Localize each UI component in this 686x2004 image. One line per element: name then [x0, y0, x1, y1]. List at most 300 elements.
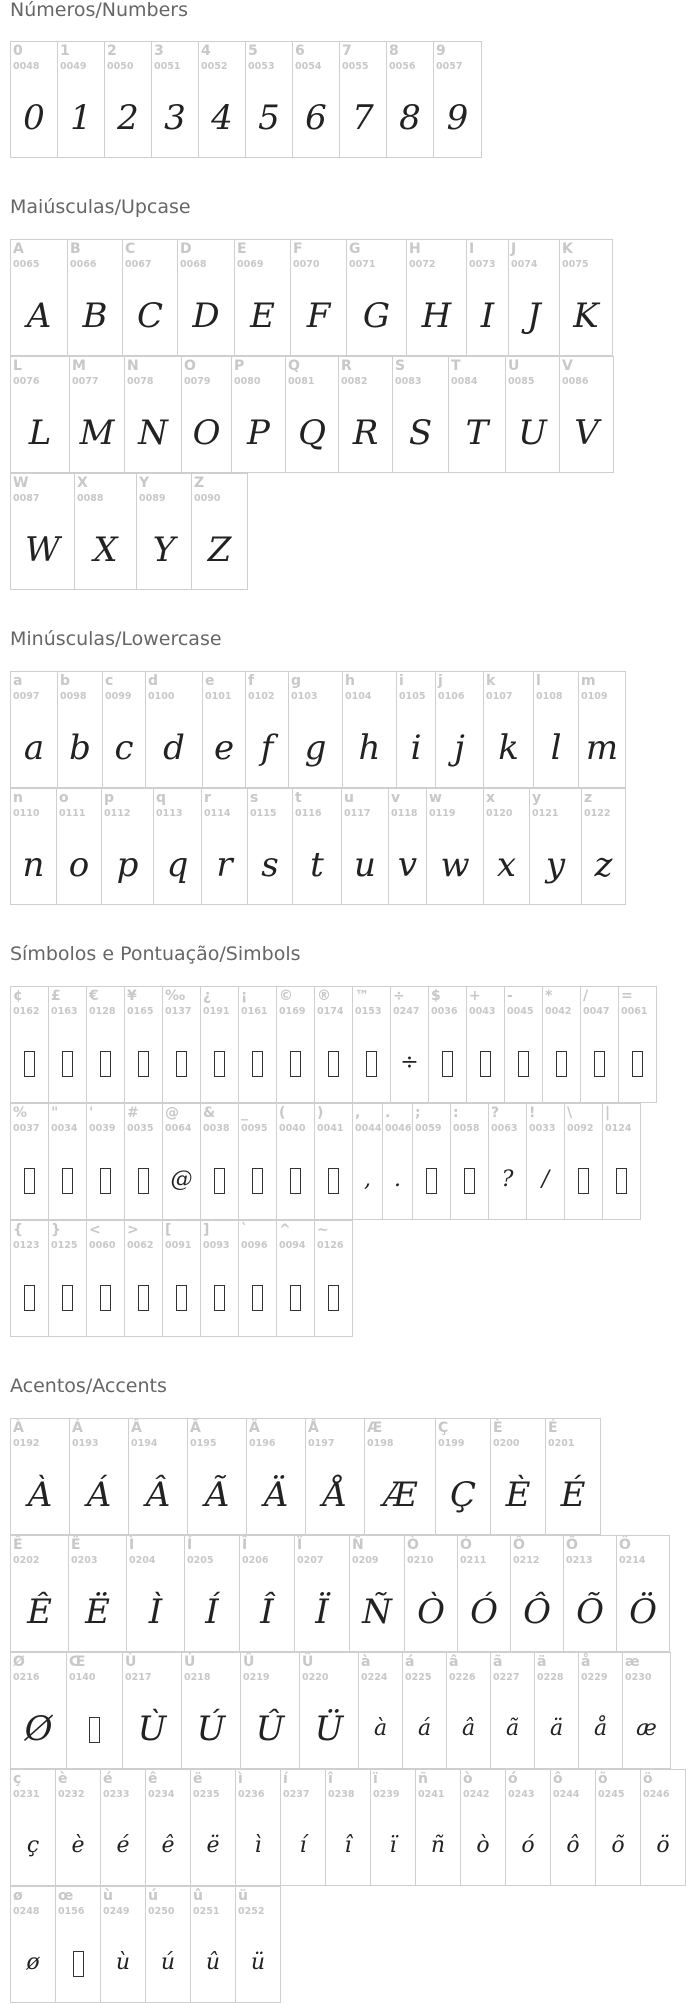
glyph-sample: È: [505, 1475, 531, 1515]
glyph-sample: Û: [255, 1709, 285, 1749]
glyph-cell: [102, 671, 146, 788]
glyph-cell: [162, 986, 201, 1103]
glyph-character: o: [59, 790, 69, 806]
glyph-character: j: [438, 673, 443, 689]
glyph-character: s: [250, 790, 259, 806]
glyph-character: -: [507, 988, 513, 1004]
glyph-cell: [55, 1886, 101, 2003]
glyph-cell: [101, 788, 154, 905]
glyph-cell: [48, 1103, 87, 1220]
glyph-character: !: [529, 1105, 536, 1121]
glyph-code: 0169: [279, 1006, 306, 1017]
glyph-cell: [292, 788, 342, 905]
glyph-code: 0117: [344, 808, 371, 819]
glyph-cell: [435, 671, 484, 788]
glyph-sample: 2: [117, 98, 139, 138]
glyph-cell: [338, 356, 393, 473]
glyph-cell: [483, 671, 534, 788]
glyph-cell: [128, 1418, 188, 1535]
glyph-cell: [559, 239, 613, 356]
glyph-code: 0097: [13, 691, 40, 702]
glyph-cell: [382, 1103, 413, 1220]
glyph-code: 0073: [469, 259, 496, 270]
glyph-sample: Î: [260, 1592, 274, 1632]
glyph-code: 0044: [355, 1123, 382, 1134]
glyph-cell: [145, 1769, 191, 1886]
glyph-cell: [402, 1652, 447, 1769]
glyph-character: ¥: [127, 988, 137, 1004]
glyph-sample: x: [496, 845, 517, 885]
glyph-code: 0237: [283, 1789, 310, 1800]
glyph-cell: [581, 788, 626, 905]
glyph-character: ë: [193, 1771, 203, 1787]
glyph-cell: [352, 1103, 383, 1220]
glyph-cell: [162, 1103, 201, 1220]
glyph-cell: [550, 1769, 596, 1886]
glyph-character: B: [70, 241, 81, 257]
glyph-character: œ: [58, 1888, 74, 1904]
glyph-cell: [67, 239, 123, 356]
glyph-sample: G: [362, 296, 391, 336]
glyph-cell: [559, 356, 614, 473]
glyph-code: 0204: [129, 1555, 156, 1566]
glyph-code: 0123: [13, 1240, 40, 1251]
glyph-character: ç: [13, 1771, 22, 1787]
glyph-sample: b: [69, 728, 91, 768]
glyph-cell: [490, 1652, 535, 1769]
glyph-character: I: [469, 241, 475, 257]
glyph-character: K: [562, 241, 573, 257]
glyph-sample: F: [306, 296, 331, 336]
glyph-sample: h: [358, 728, 381, 768]
glyph-character: ì: [238, 1771, 243, 1787]
glyph-cell: [595, 1769, 641, 1886]
glyph-code: 0035: [127, 1123, 154, 1134]
glyph-sample: I: [480, 296, 495, 336]
glyph-cell: [239, 1535, 295, 1652]
glyph-character: î: [328, 1771, 333, 1787]
glyph-code: 0229: [581, 1672, 608, 1683]
glyph-sample: C: [136, 296, 163, 336]
glyph-sample: s: [261, 845, 279, 885]
glyph-sample: Ì: [148, 1592, 163, 1632]
glyph-code: 0162: [13, 1006, 40, 1017]
glyph-cell: [86, 986, 125, 1103]
glyph-code: 0192: [13, 1438, 40, 1449]
glyph-cell: [238, 1220, 277, 1337]
glyph-code: 0040: [279, 1123, 306, 1134]
glyph-code: 0065: [13, 259, 40, 270]
glyph-character: b: [60, 673, 71, 689]
glyph-sample: 0: [23, 98, 45, 138]
glyph-code: 0072: [409, 259, 436, 270]
glyph-cell: [314, 1220, 353, 1337]
glyph-cell: [126, 1535, 185, 1652]
glyph-sample: k: [498, 728, 519, 768]
glyph-character: [: [165, 1222, 172, 1238]
glyph-code: 0191: [203, 1006, 230, 1017]
glyph-character: >: [127, 1222, 139, 1238]
glyph-character: &: [203, 1105, 216, 1121]
glyph-code: 0212: [513, 1555, 540, 1566]
glyph-sample: Æ: [382, 1475, 418, 1515]
glyph-cell: [534, 1652, 579, 1769]
glyph-code: 0103: [291, 691, 318, 702]
glyph-sample: Ú: [196, 1709, 226, 1749]
glyph-sample: M: [79, 413, 115, 453]
section-title-symbols: Símbolos e Pontuação/Simbols: [10, 943, 301, 965]
glyph-character: ó: [508, 1771, 518, 1787]
glyph-cell: [191, 473, 248, 590]
glyph-cell: [580, 986, 619, 1103]
glyph-sample: Â: [145, 1475, 171, 1515]
glyph-code: 0056: [389, 61, 416, 72]
glyph-code: 0236: [238, 1789, 265, 1800]
glyph-code: 0214: [619, 1555, 646, 1566]
glyph-sample: B: [82, 296, 108, 336]
glyph-character: Í: [187, 1537, 193, 1553]
glyph-cell: [177, 239, 235, 356]
glyph-character: Ò: [407, 1537, 419, 1553]
glyph-character: 5: [248, 43, 258, 59]
glyph-character: Ë: [71, 1537, 81, 1553]
glyph-cell: [563, 1535, 617, 1652]
glyph-character: 1: [60, 43, 70, 59]
glyph-code: 0064: [165, 1123, 192, 1134]
glyph-character: <: [89, 1222, 101, 1238]
glyph-sample: v: [397, 845, 418, 885]
glyph-cell: [341, 788, 389, 905]
glyph-character: ô: [553, 1771, 563, 1787]
glyph-code: 0092: [567, 1123, 594, 1134]
glyph-sample: l: [550, 728, 562, 768]
glyph-character: D: [180, 241, 192, 257]
glyph-character: 4: [201, 43, 211, 59]
glyph-character: k: [486, 673, 496, 689]
glyph-sample: Ê: [27, 1592, 52, 1632]
missing-glyph-box: [163, 1031, 200, 1095]
glyph-code: 0251: [193, 1906, 220, 1917]
glyph-code: 0062: [127, 1240, 154, 1251]
glyph-code: 0071: [349, 259, 376, 270]
glyph-code: 0085: [508, 376, 535, 387]
glyph-cell: [201, 788, 248, 905]
glyph-cell: [245, 41, 293, 158]
glyph-sample: A: [26, 296, 52, 336]
glyph-code: 0095: [241, 1123, 268, 1134]
glyph-code: 0126: [317, 1240, 344, 1251]
glyph-cell: [435, 1418, 491, 1535]
glyph-character: ù: [103, 1888, 113, 1904]
glyph-cell: [415, 1769, 461, 1886]
glyph-cell: [466, 986, 505, 1103]
glyph-code: 0137: [165, 1006, 192, 1017]
glyph-code: 0108: [536, 691, 563, 702]
glyph-character: @: [165, 1105, 179, 1121]
glyph-character: Ã: [190, 1420, 201, 1436]
missing-glyph-box: [565, 1148, 602, 1212]
glyph-code: 0125: [51, 1240, 78, 1251]
missing-glyph-box: [163, 1265, 200, 1329]
glyph-sample: â: [461, 1716, 476, 1741]
glyph-character: (: [279, 1105, 286, 1121]
glyph-cell: [457, 1535, 511, 1652]
glyph-code: 0078: [127, 376, 154, 387]
glyph-cell: [396, 671, 436, 788]
glyph-code: 0238: [328, 1789, 355, 1800]
glyph-character: S: [395, 358, 406, 374]
glyph-code: 0111: [59, 808, 86, 819]
glyph-character: 6: [295, 43, 305, 59]
glyph-cell: [305, 1418, 365, 1535]
glyph-cell: [246, 1418, 306, 1535]
glyph-cell: [10, 1418, 70, 1535]
glyph-code: 0245: [598, 1789, 625, 1800]
glyph-cell: [238, 986, 277, 1103]
glyph-character: Ø: [13, 1654, 25, 1670]
glyph-code: 0075: [562, 259, 589, 270]
glyph-cell: [578, 671, 626, 788]
glyph-code: 0033: [529, 1123, 556, 1134]
glyph-code: 0228: [537, 1672, 564, 1683]
glyph-character: ;: [415, 1105, 421, 1121]
glyph-cell: [358, 1652, 403, 1769]
glyph-sample: è: [71, 1833, 85, 1858]
glyph-sample: u: [354, 845, 376, 885]
glyph-cell: [122, 239, 178, 356]
glyph-code: 0213: [566, 1555, 593, 1566]
glyph-character: 2: [107, 43, 117, 59]
glyph-character: W: [13, 475, 29, 491]
glyph-code: 0226: [449, 1672, 476, 1683]
glyph-character: F: [293, 241, 303, 257]
glyph-code: 0099: [105, 691, 132, 702]
glyph-code: 0206: [242, 1555, 269, 1566]
glyph-code: 0101: [205, 691, 232, 702]
glyph-character: ê: [148, 1771, 158, 1787]
glyph-code: 0053: [248, 61, 275, 72]
glyph-code: 0047: [583, 1006, 610, 1017]
glyph-cell: [245, 671, 289, 788]
glyph-code: 0079: [184, 376, 211, 387]
glyph-sample: 1: [70, 98, 92, 138]
glyph-sample: Õ: [576, 1592, 604, 1632]
glyph-character: ,: [355, 1105, 361, 1121]
glyph-sample: ï: [389, 1833, 397, 1858]
glyph-code: 0246: [643, 1789, 670, 1800]
missing-glyph-box: [49, 1148, 86, 1212]
glyph-cell: [510, 1535, 564, 1652]
glyph-cell: [10, 41, 58, 158]
glyph-sample: Å: [322, 1475, 348, 1515]
glyph-sample: Ï: [315, 1592, 329, 1632]
glyph-sample: r: [216, 845, 233, 885]
glyph-character: E: [237, 241, 247, 257]
glyph-sample: N: [138, 413, 168, 453]
glyph-code: 0049: [60, 61, 87, 72]
glyph-character: a: [13, 673, 23, 689]
glyph-cell: [490, 1418, 546, 1535]
glyph-sample: U: [518, 413, 547, 453]
glyph-character: i: [399, 673, 404, 689]
glyph-character: Õ: [566, 1537, 578, 1553]
missing-glyph-box: [56, 1931, 100, 1995]
glyph-character: p: [104, 790, 115, 806]
glyph-cell: [10, 986, 49, 1103]
glyph-sample: c: [114, 728, 134, 768]
glyph-code: 0102: [248, 691, 275, 702]
glyph-sample: j: [454, 728, 465, 768]
glyph-sample: á: [417, 1716, 432, 1741]
glyph-cell: [276, 1103, 315, 1220]
glyph-cell: [276, 1220, 315, 1337]
missing-glyph-box: [277, 1031, 314, 1095]
glyph-code: 0058: [453, 1123, 480, 1134]
missing-glyph-box: [49, 1265, 86, 1329]
glyph-cell: [460, 1769, 506, 1886]
glyph-code: 0109: [581, 691, 608, 702]
glyph-cell: [290, 239, 347, 356]
glyph-code: 0122: [584, 808, 611, 819]
glyph-code: 0209: [352, 1555, 379, 1566]
glyph-character: q: [156, 790, 167, 806]
glyph-character: ï: [373, 1771, 378, 1787]
glyph-character: Ï: [297, 1537, 303, 1553]
glyph-sample: /: [541, 1167, 550, 1192]
glyph-sample: Ä: [263, 1475, 289, 1515]
glyph-cell: [124, 1220, 163, 1337]
glyph-sample: m: [585, 728, 619, 768]
glyph-cell: [234, 239, 291, 356]
glyph-sample: w: [440, 845, 470, 885]
missing-glyph-box: [67, 1697, 122, 1761]
glyph-character: À: [13, 1420, 24, 1436]
glyph-sample: S: [408, 413, 433, 453]
glyph-character: V: [562, 358, 573, 374]
glyph-sample: p: [116, 845, 139, 885]
missing-glyph-box: [11, 1265, 48, 1329]
glyph-cell: [392, 356, 449, 473]
glyph-sample: q: [166, 845, 189, 885]
glyph-cell: [104, 41, 152, 158]
glyph-character: %: [13, 1105, 28, 1121]
glyph-cell: [299, 1652, 359, 1769]
glyph-cell: [124, 356, 182, 473]
glyph-sample: Á: [86, 1475, 112, 1515]
glyph-sample: D: [192, 296, 220, 336]
glyph-code: 0048: [13, 61, 40, 72]
glyph-code: 0114: [204, 808, 231, 819]
section-title-numbers: Números/Numbers: [10, 0, 188, 21]
glyph-sample: õ: [611, 1833, 625, 1858]
glyph-cell: [450, 1103, 489, 1220]
glyph-character: €: [89, 988, 99, 1004]
glyph-sample: o: [68, 845, 90, 885]
glyph-code: 0038: [203, 1123, 230, 1134]
glyph-character: #: [127, 1105, 139, 1121]
glyph-character: :: [453, 1105, 459, 1121]
glyph-code: 0034: [51, 1123, 78, 1134]
glyph-sample: ê: [161, 1833, 175, 1858]
missing-glyph-box: [315, 1148, 352, 1212]
missing-glyph-box: [11, 1031, 48, 1095]
glyph-cell: [10, 1535, 69, 1652]
glyph-character: ‰: [165, 988, 186, 1004]
glyph-sample: ç: [26, 1833, 40, 1858]
glyph-cell: [390, 986, 429, 1103]
glyph-character: Y: [139, 475, 150, 491]
glyph-sample: ô: [566, 1833, 580, 1858]
glyph-sample: y: [545, 845, 566, 885]
glyph-code: 0096: [241, 1240, 268, 1251]
glyph-code: 0211: [460, 1555, 487, 1566]
glyph-code: 0227: [493, 1672, 520, 1683]
missing-glyph-box: [125, 1265, 162, 1329]
glyph-cell: [48, 986, 87, 1103]
glyph-character: =: [621, 988, 633, 1004]
glyph-code: 0068: [180, 259, 207, 270]
glyph-character: 3: [154, 43, 164, 59]
glyph-sample: ó: [521, 1833, 535, 1858]
missing-glyph-box: [87, 1031, 124, 1095]
glyph-cell: [529, 788, 582, 905]
glyph-character: à: [361, 1654, 371, 1670]
glyph-cell: [545, 1418, 601, 1535]
glyph-character: ÷: [393, 988, 405, 1004]
glyph-character: d: [148, 673, 159, 689]
glyph-cell: [10, 239, 68, 356]
glyph-cell: [74, 473, 137, 590]
glyph-character: Å: [308, 1420, 319, 1436]
glyph-code: 0252: [238, 1906, 265, 1917]
glyph-character: +: [469, 988, 481, 1004]
glyph-cell: [68, 1535, 127, 1652]
glyph-code: 0247: [393, 1006, 420, 1017]
glyph-sample: i: [410, 728, 422, 768]
missing-glyph-box: [125, 1031, 162, 1095]
glyph-cell: [325, 1769, 371, 1886]
glyph-cell: [488, 1103, 527, 1220]
glyph-code: 0140: [69, 1672, 96, 1683]
glyph-sample: Ö: [629, 1592, 657, 1632]
glyph-code: 0054: [295, 61, 322, 72]
missing-glyph-box: [49, 1031, 86, 1095]
glyph-character: Z: [194, 475, 205, 491]
glyph-cell: [69, 356, 125, 473]
glyph-code: 0153: [355, 1006, 382, 1017]
glyph-sample: z: [594, 845, 613, 885]
glyph-sample: 4: [211, 98, 233, 138]
glyph-cell: [151, 41, 199, 158]
glyph-code: 0200: [493, 1438, 520, 1449]
glyph-code: 0074: [511, 259, 538, 270]
glyph-code: 0042: [545, 1006, 572, 1017]
glyph-code: 0243: [508, 1789, 535, 1800]
glyph-character: û: [193, 1888, 203, 1904]
glyph-character: ?: [491, 1105, 500, 1121]
glyph-cell: [406, 239, 467, 356]
glyph-cell: [231, 356, 286, 473]
glyph-code: 0087: [13, 493, 40, 504]
glyph-cell: [602, 1103, 641, 1220]
glyph-sample: Ë: [85, 1592, 110, 1632]
glyph-sample: ò: [476, 1833, 490, 1858]
glyph-code: 0094: [279, 1240, 306, 1251]
glyph-cell: [292, 41, 340, 158]
glyph-sample: Q: [298, 413, 326, 453]
glyph-code: 0083: [395, 376, 422, 387]
glyph-code: 0198: [367, 1438, 394, 1449]
